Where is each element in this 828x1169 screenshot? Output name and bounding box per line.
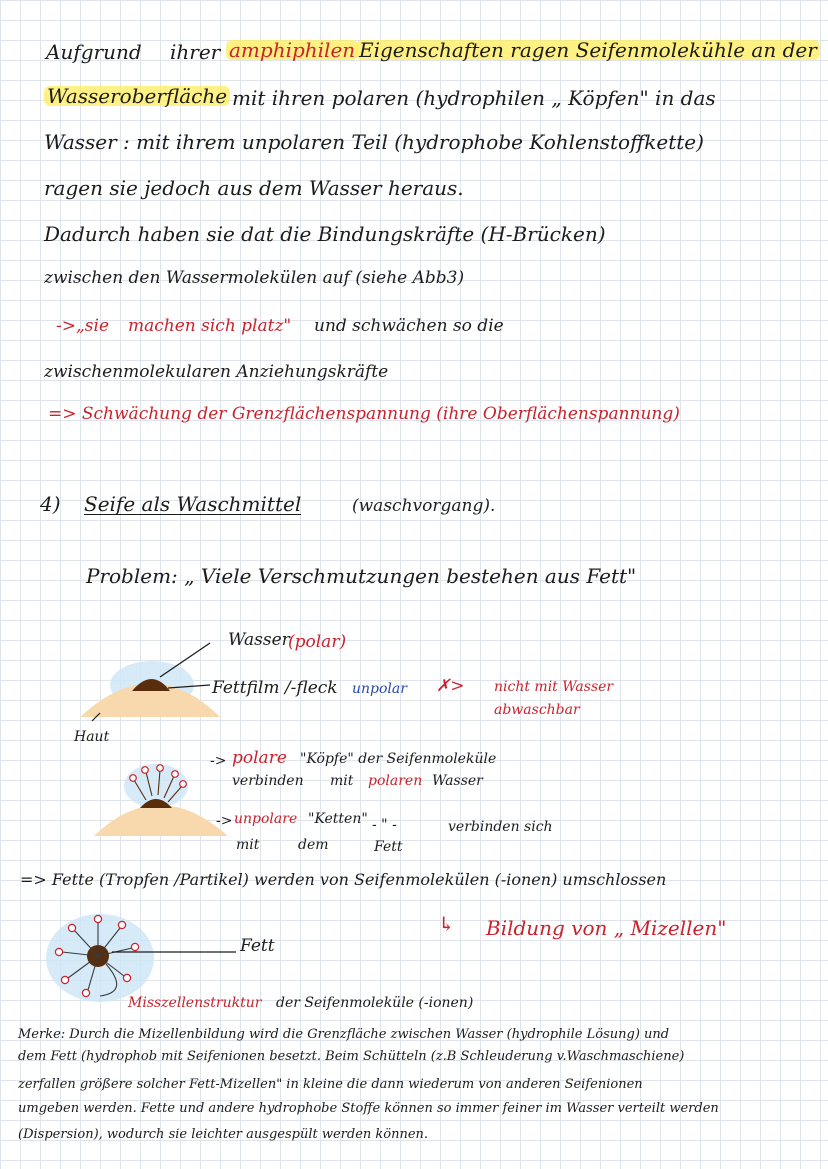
- para1-conclusion: => Schwächung der Grenzflächenspannung (ihre Oberflächenspannung): [48, 404, 680, 424]
- para1-line6: zwischen den Wassermolekülen auf (siehe Abb3): [44, 268, 465, 288]
- fig2-unpolare: unpolare: [234, 811, 298, 827]
- fig2-polare: polare: [232, 748, 287, 768]
- fig2-wasser: Wasser: [432, 773, 483, 789]
- result-hook: ↳: [438, 912, 455, 936]
- para1-line3: Wasser : mit ihrem unpolaren Teil (hydrophobe Kohlenstoffkette): [44, 130, 704, 154]
- fig2-fett: Fett: [374, 839, 403, 855]
- merke-line1: Merke: Durch die Mizellenbildung wird die Grenzfläche zwischen Wasser (hydrophile Lösung) und: [18, 1027, 670, 1042]
- result-line: => Fette (Tropfen /Partikel) werden von Seifenmolekülen (-ionen) umschlossen: [20, 870, 667, 889]
- para1-line8: zwischenmolekularen Anziehungskräfte: [44, 362, 389, 382]
- fig1-unpolar: unpolar: [352, 681, 407, 697]
- para1-line1-b: ihrer: [170, 40, 221, 64]
- fig2-mit2: mit: [236, 837, 260, 853]
- fig1-cross-arrow: ✗>: [436, 676, 465, 696]
- section4-title-paren: (waschvorgang).: [352, 496, 496, 516]
- fig2-dem: dem: [298, 837, 329, 853]
- skin-shape: [94, 805, 228, 836]
- result-bildung: Bildung von „ Mizellen": [486, 916, 727, 940]
- fig1-fettfilm: Fettfilm /-fleck: [212, 678, 338, 698]
- para1-line4: ragen sie jedoch aus dem Wasser heraus.: [44, 176, 464, 200]
- fig3-caption-red: Misszellenstruktur: [128, 995, 262, 1011]
- fig2-verbinden: verbinden: [232, 773, 304, 789]
- problem-statement: Problem: „ Viele Verschmutzungen bestehen aus Fett": [86, 564, 637, 588]
- fig1-nicht-line1: nicht mit Wasser: [494, 679, 614, 695]
- para1-amphiphilen-highlight: amphiphilen: [226, 40, 358, 60]
- para1-line5: Dadurch haben sie dat die Bindungskräfte (H-Brücken): [44, 222, 606, 246]
- para1-line2-a: Wasseroberfläche: [44, 86, 230, 106]
- para1-line1-d: Eigenschaften ragen Seifenmolekühle an der: [356, 40, 820, 60]
- fig2-koepfe: "Köpfe" der Seifenmoleküle: [300, 751, 497, 767]
- para1-line7-arrow: ->„sie: [56, 316, 110, 336]
- merke-line4: umgeben werden. Fette und andere hydrophobe Stoffe können so immer feiner im Wasser verteilt werden: [18, 1101, 719, 1116]
- fig1-wasser: Wasser: [228, 630, 290, 650]
- fig2-verbinden-sich: verbinden sich: [448, 819, 553, 835]
- fig1-haut: Haut: [74, 729, 110, 745]
- para1-line1-a: Aufgrund: [46, 40, 142, 64]
- fig2-soap-drawing: [88, 762, 248, 842]
- para1-line7-red: machen sich platz": [128, 316, 292, 336]
- fig3-caption-rest: der Seifenmoleküle (-ionen): [276, 995, 474, 1011]
- section4-title: Seife als Waschmittel: [84, 492, 302, 516]
- fig1-polar: (polar): [288, 632, 347, 652]
- fig1-nicht-line2: abwaschbar: [494, 702, 580, 718]
- fig2-ditto: - " -: [372, 817, 397, 833]
- para1-line2-b: mit ihren polaren (hydrophilen „ Köpfen" in das: [232, 86, 716, 110]
- merke-line3: zerfallen größere solcher Fett-Mizellen" in kleine die dann wiederum von anderen Seifenionen: [18, 1077, 643, 1092]
- fig3-fett: Fett: [240, 936, 275, 956]
- fig2-mit: mit: [330, 773, 354, 789]
- merke-line5: (Dispersion), wodurch sie leichter ausgespült werden können.: [18, 1127, 429, 1142]
- fig2-arrow1: ->: [210, 753, 227, 769]
- fig2-polaren: polaren: [368, 773, 423, 789]
- merke-line2: dem Fett (hydrophob mit Seifenionen besetzt. Beim Schütteln (z.B Schleuderung v.Waschmaschiene): [18, 1049, 685, 1064]
- fig2-arrow2: ->: [216, 813, 233, 829]
- fig2-ketten: "Ketten": [308, 811, 368, 827]
- section4-number: 4): [40, 492, 61, 516]
- para1-line7-rest: und schwächen so die: [314, 316, 504, 336]
